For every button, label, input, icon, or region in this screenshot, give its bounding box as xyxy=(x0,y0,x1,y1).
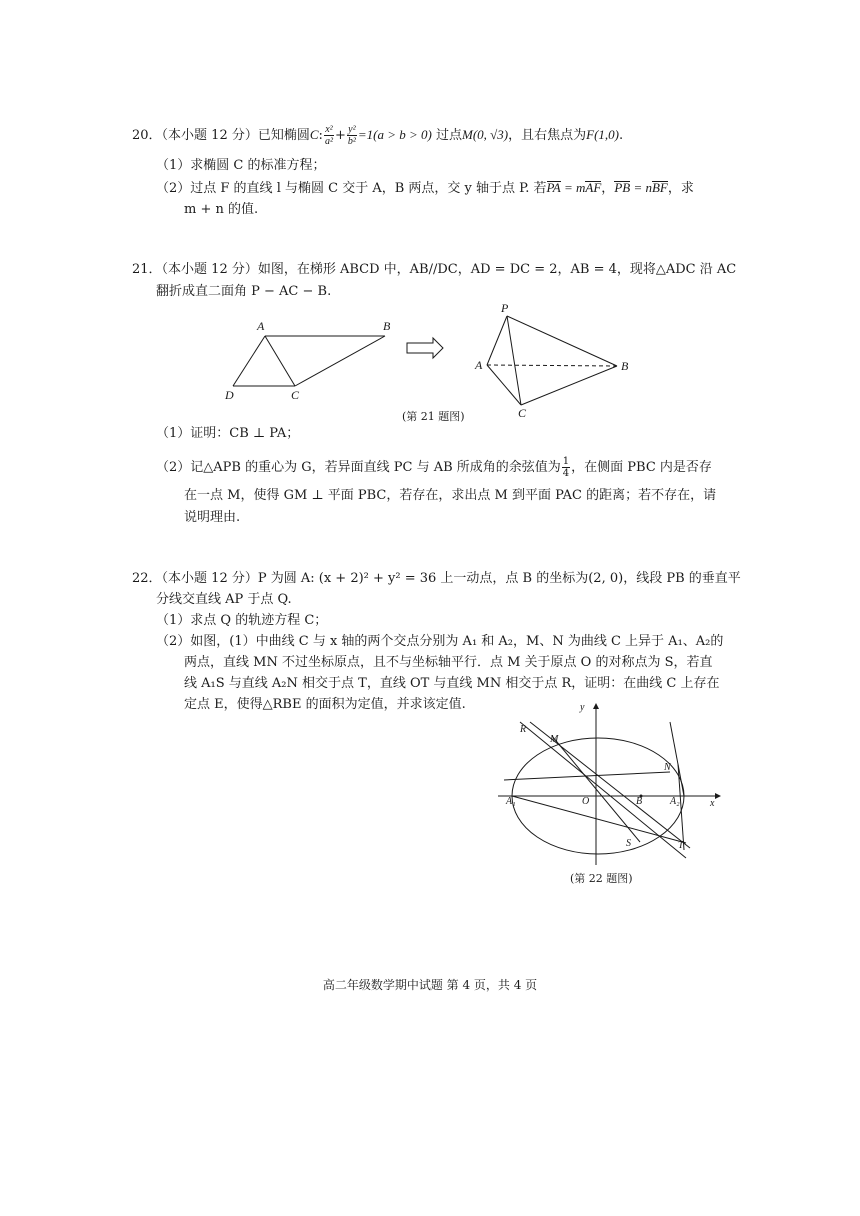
vector-PB: PB xyxy=(614,180,631,195)
line-OT xyxy=(520,722,686,858)
trapezoid-ABCD xyxy=(233,336,385,386)
q20-part2: （2）过点 F 的直线 l 与椭圆 C 交于 A，B 两点，交 y 轴于点 P. 若PA = mAF，PB = nBF，求 xyxy=(156,180,694,196)
label-C: C xyxy=(291,388,300,402)
q21-part1: （1）证明：CB ⊥ PA； xyxy=(156,426,300,441)
label-y: y xyxy=(580,702,585,713)
label-B: B xyxy=(636,796,643,807)
label-S: S xyxy=(626,838,631,849)
q22-part2-line4: 定点 E，使得△RBE 的面积为定值，并求该定值. xyxy=(184,697,466,712)
q21-part2: （2）记△APB 的重心为 G，若异面直线 PC 与 AB 所成角的余弦值为 $\frac{1}{4}$ ，在侧面 PBC 内是否存 xyxy=(156,456,712,479)
label-D: D xyxy=(225,388,234,402)
label-R: R xyxy=(520,724,527,735)
label-C2: C xyxy=(518,406,527,420)
tetrahedron-PABC xyxy=(487,316,617,405)
q20-part2-cont: m + n 的值. xyxy=(184,202,259,217)
q20-part1: （1）求椭圆 C 的标准方程； xyxy=(156,158,326,173)
vector-PA: PA xyxy=(546,180,561,195)
vector-AF: AF xyxy=(585,180,602,195)
label-B2: B xyxy=(621,359,629,373)
q21-stem-line1: 21．（本小题 12 分）如图，在梯形 ABCD 中，AB//DC，AD = DC = 2，AB = 4，现将△ADC 沿 AC xyxy=(132,262,737,277)
line-A2T xyxy=(678,764,684,850)
fraction-one-quarter: $\frac{1}{4}$ xyxy=(562,456,570,479)
q22-part2-line2: 两点，直线 MN 不过坐标原点，且不与坐标轴平行．点 M 关于原点 O 的对称点为 S，若直 xyxy=(184,655,713,670)
label-A1: A₁ xyxy=(506,796,516,807)
label-B: B xyxy=(383,319,391,333)
q22-caption: (第 22 题图) xyxy=(570,872,633,885)
label-A2: A xyxy=(475,358,483,372)
q21-stem-line2: 翻折成直二面角 P − AC − B. xyxy=(156,284,332,299)
q22-stem-line1: 22．（本小题 12 分）P 为圆 A: (x + 2)² + y² = 36 上一动点，点 B 的坐标为(2, 0)，线段 PB 的垂直平 xyxy=(132,571,741,586)
vector-BF: BF xyxy=(651,180,668,195)
line-A1S xyxy=(512,796,686,843)
q21-part2-line2: 在一点 M，使得 GM ⊥ 平面 PBC，若存在，求出点 M 到平面 PAC 的距离；若不存在，请 xyxy=(184,488,717,503)
line-A2N-ext xyxy=(670,722,684,796)
label-P: P xyxy=(501,301,509,315)
label-N: N xyxy=(664,762,671,773)
q21-figure xyxy=(215,300,655,420)
fraction-x-over-a: $\frac{\text{x²}}{\text{a²}}$ xyxy=(324,124,333,147)
q20-stem: 20．（本小题 12 分）已知椭圆C: $\frac{\text{x²}}{\text{a²}}$ + $\frac{\text{y²}}{\text{b²}}$ =1(a > b > 0) 过点M(0, √3)，且右焦点为F(1,0). xyxy=(132,124,624,147)
q21-part2-line3: 说明理由. xyxy=(184,510,241,525)
q22-part2-line1: （2）如图，(1）中曲线 C 与 x 轴的两个交点分别为 A₁ 和 A₂，M、N 为曲线 C 上异于 A₁、A₂的 xyxy=(156,634,724,649)
label-T: T xyxy=(678,840,684,851)
q22-figure xyxy=(490,700,730,870)
q22-part2-line3: 线 A₁S 与直线 A₂N 相交于点 T，直线 OT 与直线 MN 相交于点 R，证明：在曲线 C 上存在 xyxy=(184,676,720,691)
label-A: A xyxy=(257,319,265,333)
label-M: M xyxy=(550,734,559,745)
q21-caption: (第 21 题图) xyxy=(402,410,465,423)
label-A2: A₂ xyxy=(670,796,680,807)
label-O: O xyxy=(582,796,590,807)
fraction-y-over-b: $\frac{\text{y²}}{\text{b²}}$ xyxy=(347,124,356,147)
q22-stem-line2: 分线交直线 AP 于点 Q. xyxy=(156,592,292,607)
q22-part1: （1）求点 Q 的轨迹方程 C； xyxy=(156,613,328,628)
label-x: x xyxy=(710,798,715,809)
page-footer: 高二年级数学期中试题 第 4 页，共 4 页 xyxy=(322,978,538,992)
arrow-icon xyxy=(407,338,443,358)
